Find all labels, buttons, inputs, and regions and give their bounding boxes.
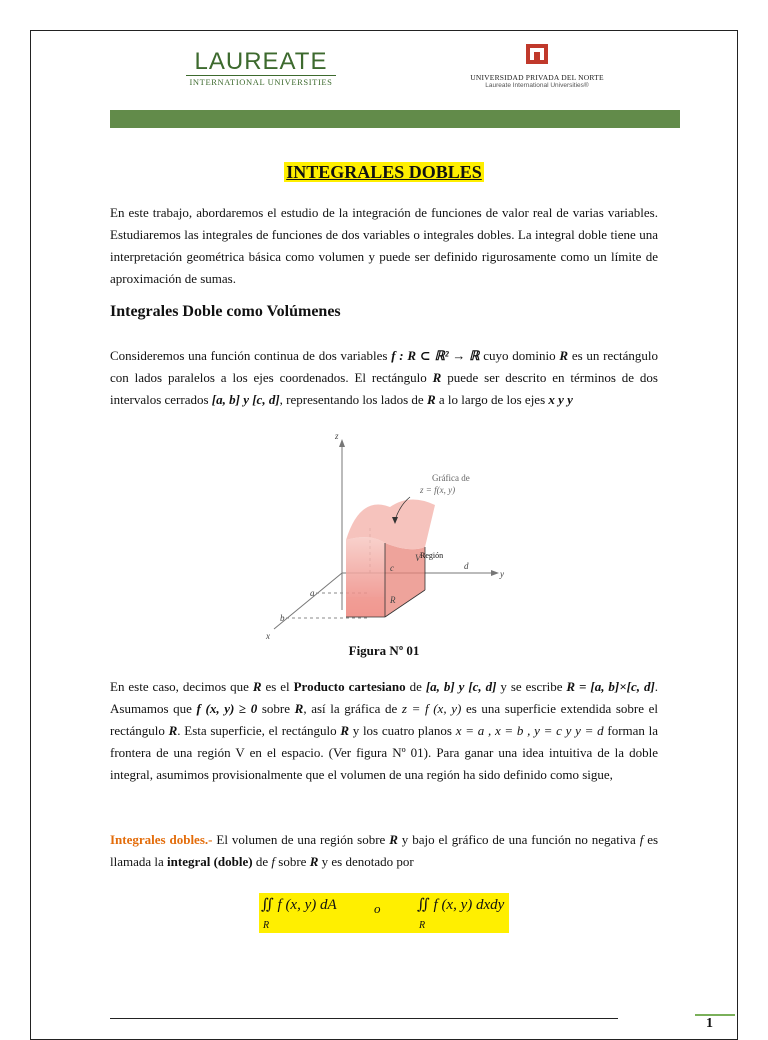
header-band (110, 110, 680, 128)
p2-z-function: z = f (x, y) (401, 701, 462, 716)
p2-product: R = [a, b]×[c, d] (566, 679, 655, 694)
formula-sub-right: R (419, 920, 426, 931)
paragraph-domain (110, 345, 658, 411)
label-c: c (390, 563, 394, 573)
p1-text-d: puede ser descrito en términos de dos intervalos cerrados (110, 370, 658, 407)
p1-text-b: cuyo dominio (483, 348, 556, 363)
p2-text-a: En este caso, decimos que (110, 679, 249, 694)
p3-text-e: sobre (278, 854, 307, 869)
p3-R1: R (389, 832, 398, 847)
p2-R4: R (340, 723, 349, 738)
p3-f1: f (639, 832, 644, 847)
page-title (0, 162, 768, 183)
p1-R3: R (426, 392, 436, 407)
p1-text-f: a lo largo de los ejes (438, 392, 546, 407)
p3-label: Integrales dobles.- (110, 832, 213, 847)
p3-bold: integral (doble) (167, 854, 253, 869)
p1-text-e: , representando los lados de (279, 392, 424, 407)
label-y: y (500, 569, 504, 579)
double-integral-formula (259, 893, 509, 933)
p3-text-g: y es denotado por (321, 854, 414, 869)
p1-R1: R (559, 348, 569, 363)
upn-tagline: Laureate International Universities® (485, 82, 589, 89)
p2-text-d: y se escribe (500, 679, 563, 694)
label-b: b (280, 613, 285, 623)
p1-text-c: es un rectángulo con lados paralelos a los ejes coordenados. El rectángulo (110, 348, 659, 385)
paragraph-cartesian (110, 676, 658, 786)
section-heading: Integrales Doble como Volúmenes (110, 303, 341, 320)
graph-label-2: z = f(x, y) (420, 485, 456, 495)
p2-planes: x = a , x = b , y = c y y = d (455, 723, 604, 738)
p3-f2: f (271, 854, 276, 869)
upn-emblem-icon (526, 44, 548, 64)
p2-text-j: y los cuatro planos (352, 723, 452, 738)
label-region: Región (420, 551, 444, 560)
p1-R2: R (432, 370, 442, 385)
p2-bold: Producto cartesiano (293, 679, 406, 694)
label-a: a (310, 588, 315, 598)
p2-R1: R (252, 679, 262, 694)
label-R: R (390, 595, 396, 605)
page-number-rule (695, 1014, 735, 1016)
formula-sub-left: R (263, 920, 270, 931)
p2-text-e: . Asumamos que (110, 679, 659, 716)
p2-text-b: es el (265, 679, 290, 694)
intro-paragraph: En este trabajo, abordaremos el estudio de la integración de funciones de valor real de varias variables. Estudiaremos las integrales de funciones de dos variables o integrales dobles. La integral doble tiene una interpretación geométrica básica como volumen y puede ser definido rigurosamente como un límite de aproximación de sumas. (110, 205, 658, 286)
p3-text-c: es llamada la (110, 832, 659, 869)
volume-figure (260, 425, 520, 640)
p2-text-f: sobre (261, 701, 291, 716)
p2-text-c: de (409, 679, 422, 694)
upn-logo (462, 44, 612, 89)
p2-text-g: , así la gráfica de (303, 701, 398, 716)
page-number: 1 (706, 1016, 713, 1031)
graph-label-1: Gráfica de (432, 473, 470, 483)
figure-caption: Figura Nº 01 (348, 643, 420, 658)
page-title-text: INTEGRALES DOBLES (286, 162, 482, 182)
upn-name: UNIVERSIDAD PRIVADA DEL NORTE (470, 73, 604, 82)
label-z: z (335, 431, 339, 441)
p1-function: f : R ⊂ ℝ² → ℝ (391, 348, 480, 363)
formula-right: ∬ f (x, y) dxdy (417, 897, 505, 913)
p3-text-a: El volumen de una región sobre (216, 832, 386, 847)
p1-intervals: [a, b] y [c, d] (211, 392, 280, 407)
formula-or: o (374, 901, 381, 916)
paragraph-double-integral (110, 829, 658, 873)
laureate-logo (186, 50, 336, 87)
p2-R2: R (294, 701, 304, 716)
p2-R3: R (168, 723, 178, 738)
p3-text-d: de (255, 854, 269, 869)
p1-axes: x y y (548, 392, 573, 407)
formula-left: ∬ f (x, y) dA (261, 897, 337, 913)
laureate-title: LAUREATE (194, 48, 328, 75)
p2-text-i: . Esta superficie, el rectángulo (177, 723, 337, 738)
label-d: d (464, 561, 469, 571)
p2-inequality: f (x, y) ≥ 0 (196, 701, 258, 716)
p3-R2: R (309, 854, 319, 869)
p2-text-h: es una superficie extendida sobre el rectángulo (110, 701, 659, 738)
p3-text-b: y bajo el gráfico de una función no negativa (401, 832, 636, 847)
p1-text-a: Consideremos una función continua de dos variables (110, 348, 388, 363)
footer-line (110, 1018, 618, 1019)
label-x: x (266, 631, 270, 640)
laureate-subtitle: INTERNATIONAL UNIVERSITIES (186, 75, 336, 87)
p2-intervals: [a, b] y [c, d] (425, 679, 497, 694)
label-V: V (415, 553, 421, 563)
p2-text-k: forman la frontera de una región V en el espacio. (Ver figura Nº 01). Para ganar una idea intuitiva de la doble integral, asumimos provisionalmente que el volumen de una región ha sido definido como sigue, (110, 723, 659, 782)
